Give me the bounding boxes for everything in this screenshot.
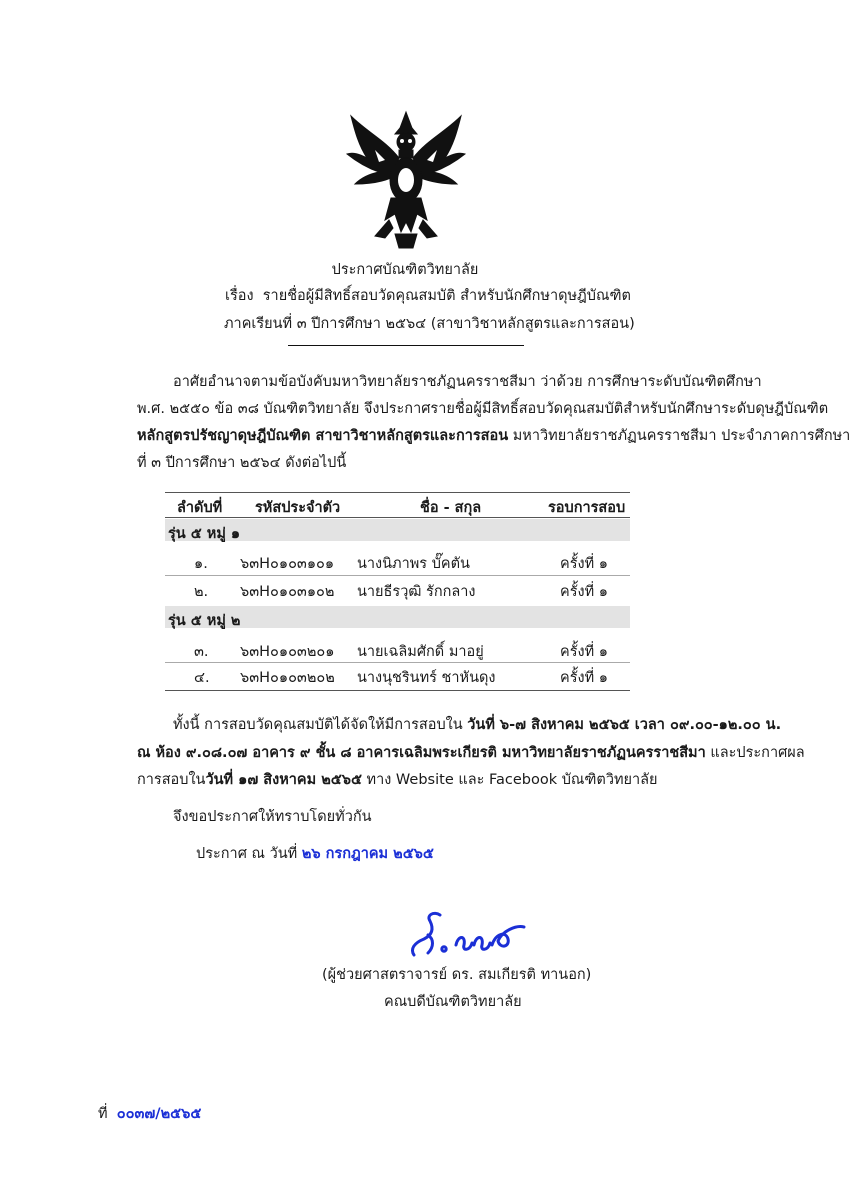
cell-no: ๒. bbox=[194, 584, 209, 600]
group-label: รุ่น ๕ หมู่ ๒ bbox=[168, 613, 241, 629]
exam-line-2-rest: และประกาศผล bbox=[705, 745, 805, 761]
signatory-position: คณบดีบัณฑิตวิทยาลัย bbox=[384, 994, 522, 1010]
program-name: หลักสูตรปรัชญาดุษฎีบัณฑิต สาขาวิชาหลักสูตรและการสอน bbox=[137, 428, 509, 444]
intro-line-3-rest: มหาวิทยาลัยราชภัฏนครราชสีมา ประจำภาคการศึกษา bbox=[508, 428, 850, 444]
table-bottom-rule bbox=[165, 690, 630, 691]
exam-line-2 bbox=[137, 741, 805, 764]
col-header-name: ชื่อ - สกุล bbox=[420, 500, 482, 516]
cell-id: ๖๓H๐๑๐๓๒๐๑ bbox=[240, 644, 335, 660]
exam-line-1 bbox=[173, 713, 781, 736]
announce-label: ประกาศ ณ วันที่ bbox=[196, 846, 302, 862]
cell-id: ๖๓H๐๑๐๓๒๐๒ bbox=[240, 670, 335, 686]
cell-name: นายธีรวุฒิ รักกลาง bbox=[357, 584, 476, 600]
intro-line-2: พ.ศ. ๒๕๕๐ ข้อ ๓๘ บัณฑิตวิทยาลัย จึงประกาศรายชื่อผู้มีสิทธิ์สอบวัดคุณสมบัติสำหรับนักศึกษาระดับดุษฎีบัณฑิต bbox=[137, 401, 829, 417]
col-header-no: ลำดับที่ bbox=[177, 500, 223, 516]
cell-name: นายเฉลิมศักดิ์ มาอยู่ bbox=[357, 644, 484, 660]
result-date: วันที่ ๑๗ สิงหาคม ๒๕๖๕ bbox=[205, 772, 362, 788]
signatory-name: (ผู้ช่วยศาสตราจารย์ ดร. สมเกียรติ ทานอก) bbox=[322, 967, 592, 983]
garuda-emblem bbox=[345, 110, 467, 250]
cell-round: ครั้งที่ ๑ bbox=[560, 584, 608, 600]
cell-name: นางนิภาพร บั๊คตัน bbox=[357, 556, 470, 572]
row-rule bbox=[165, 662, 630, 663]
row-rule bbox=[165, 575, 630, 576]
handwritten-signature bbox=[404, 905, 534, 965]
cell-name: นางนุชรินทร์ ชาหันดุง bbox=[357, 670, 496, 686]
exam-line-1-text: ทั้งนี้ การสอบวัดคุณสมบัติได้จัดให้มีการสอบใน bbox=[173, 717, 468, 733]
col-header-id: รหัสประจำตัว bbox=[255, 500, 341, 516]
intro-line-1: อาศัยอำนาจตามข้อบังคับมหาวิทยาลัยราชภัฏนครราชสีมา ว่าด้วย การศึกษาระดับบัณฑิตศึกษา bbox=[173, 374, 762, 390]
exam-venue: ณ ห้อง ๙.๐๘.๐๗ อาคาร ๙ ชั้น ๘ อาคารเฉลิมพระเกียรติ มหาวิทยาลัยราชภัฏนครราชสีมา bbox=[137, 745, 706, 761]
subject-line bbox=[225, 284, 631, 307]
intro-line-4: ที่ ๓ ปีการศึกษา ๒๕๖๔ ดังต่อไปนี้ bbox=[137, 455, 347, 471]
reference-number: ๐๐๓๗/๒๕๖๕ bbox=[116, 1106, 202, 1122]
exam-date-time: วันที่ ๖-๗ สิงหาคม ๒๕๖๕ เวลา ๐๙.๐๐-๑๒.๐๐ น. bbox=[467, 717, 782, 733]
intro-line-3 bbox=[137, 424, 850, 447]
cell-no: ๑. bbox=[194, 556, 208, 572]
announce-date: ๒๖ กรกฎาคม ๒๕๖๕ bbox=[301, 846, 434, 862]
table-top-rule bbox=[165, 492, 630, 493]
reference-label: ที่ bbox=[98, 1106, 108, 1122]
exam-line-3 bbox=[137, 768, 658, 791]
cell-id: ๖๓H๐๑๐๓๑๐๑ bbox=[240, 556, 335, 572]
announcement-title: ประกาศบัณฑิตวิทยาลัย bbox=[331, 262, 479, 278]
cell-round: ครั้งที่ ๑ bbox=[560, 644, 608, 660]
term-line: ภาคเรียนที่ ๓ ปีการศึกษา ๒๕๖๔ (สาขาวิชาหลักสูตรและการสอน) bbox=[224, 316, 635, 332]
cell-round: ครั้งที่ ๑ bbox=[560, 670, 608, 686]
exam-line-3-rest: ทาง Website และ Facebook บัณฑิตวิทยาลัย bbox=[361, 772, 658, 788]
reference-line bbox=[98, 1102, 201, 1125]
cell-no: ๔. bbox=[194, 670, 210, 686]
header-divider bbox=[288, 345, 524, 346]
exam-line-3-text: การสอบใน bbox=[137, 772, 206, 788]
col-header-round: รอบการสอบ bbox=[548, 500, 626, 516]
cell-id: ๖๓H๐๑๐๓๑๐๒ bbox=[240, 584, 335, 600]
subject-text: รายชื่อผู้มีสิทธิ์สอบวัดคุณสมบัติ สำหรับนักศึกษาดุษฎีบัณฑิต bbox=[262, 288, 631, 304]
announce-date-line bbox=[196, 842, 434, 865]
table-header-rule bbox=[165, 517, 630, 518]
group-label: รุ่น ๕ หมู่ ๑ bbox=[168, 526, 241, 542]
closing-line: จึงขอประกาศให้ทราบโดยทั่วกัน bbox=[173, 809, 372, 825]
cell-no: ๓. bbox=[194, 644, 209, 660]
cell-round: ครั้งที่ ๑ bbox=[560, 556, 608, 572]
subject-label: เรื่อง bbox=[225, 288, 254, 304]
